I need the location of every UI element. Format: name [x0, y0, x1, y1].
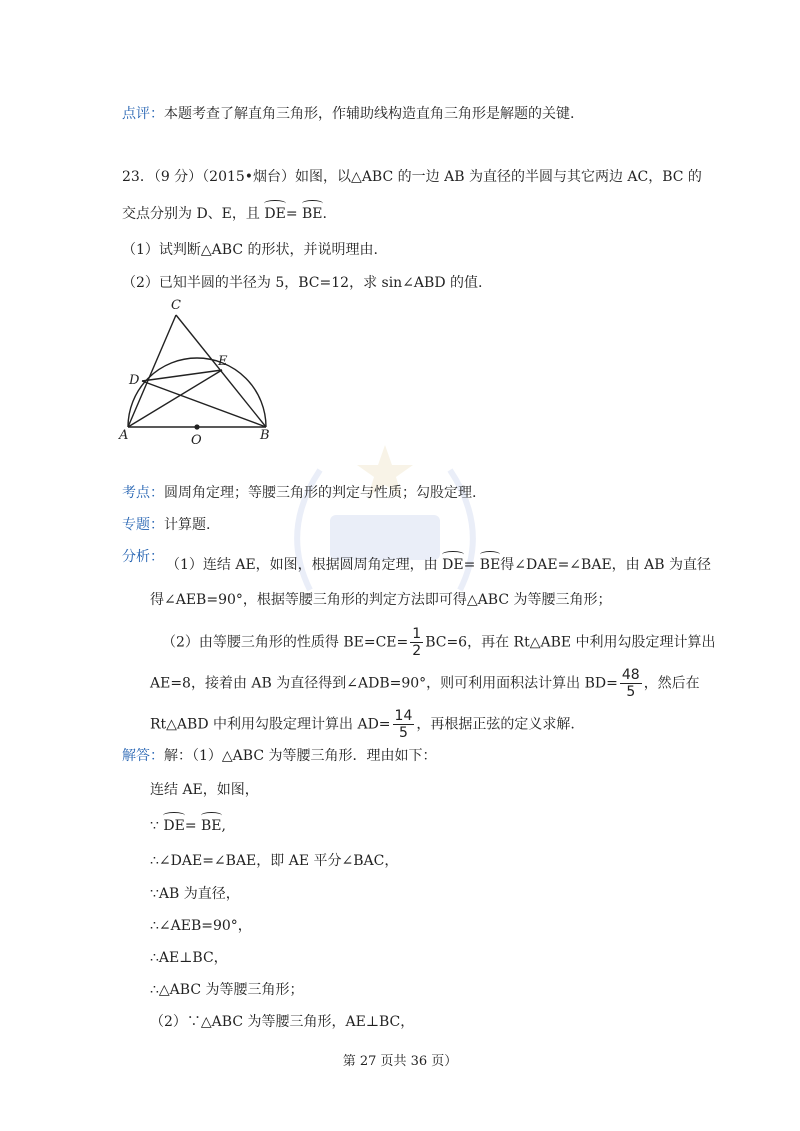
jieda-line-2: 连结 AE，如图， [150, 782, 259, 798]
zhuanti-text: 计算题. [164, 517, 211, 533]
jieda-line-8: ∴△ABC 为等腰三角形； [150, 982, 304, 998]
jieda-line-7: ∴AE⊥BC， [150, 950, 228, 966]
equals: = [184, 818, 201, 834]
fraction-48-5 [620, 667, 642, 700]
arc-be: BE [302, 206, 323, 222]
problem-line-2 [122, 204, 327, 224]
arc-be: BE [201, 818, 222, 834]
jieda-l1: 解：（1）△ABC 为等腰三角形．理由如下： [164, 748, 437, 764]
segment-de [142, 370, 222, 381]
center-point [194, 424, 199, 429]
review-line [122, 104, 574, 124]
kaodian-line [122, 483, 476, 503]
fenxi-l4a: AE=8，接着由 AB 为直径得到∠ADB=90°，则可利用面积法计算出 BD= [150, 675, 618, 692]
geometry-figure [118, 292, 278, 447]
fenxi-l5a: Rt△ABD 中利用勾股定理计算出 AD= [150, 716, 391, 733]
arc-de: DE [163, 818, 185, 834]
jieda-line-1 [122, 746, 437, 766]
arc-be: BE [479, 557, 501, 573]
label-d: D [129, 373, 140, 388]
fraction-numerator: 1 [412, 626, 422, 642]
jieda-l3-suffix: , [221, 818, 226, 834]
fraction-14-5 [393, 708, 415, 741]
review-label: 点评： [122, 106, 164, 122]
equals: = [285, 206, 302, 222]
fenxi-line-3 [162, 626, 716, 659]
fenxi-label-text: 分析： [122, 549, 164, 565]
jieda-line-4: ∴∠DAE=∠BAE，即 AE 平分∠BAC， [150, 853, 399, 869]
label-a: A [119, 428, 129, 443]
arc-de: DE [264, 206, 286, 222]
label-e: E [218, 354, 228, 369]
because-symbol: ∵ [150, 818, 164, 834]
fenxi-l1a: （1）连结 AE，如图，根据圆周角定理，由 [166, 557, 443, 573]
jieda-line-9: （2）∵△ABC 为等腰三角形，AE⊥BC， [150, 1014, 415, 1030]
jieda-line-3 [150, 816, 226, 836]
jieda-line-6: ∴∠AEB=90°， [150, 918, 252, 934]
zhuanti-label: 专题： [122, 517, 164, 533]
question-1: （1）试判断△ABC 的形状，并说明理由. [122, 242, 378, 258]
fenxi-l3a: （2）由等腰三角形的性质得 BE=CE= [162, 634, 409, 651]
fraction-denominator: 2 [412, 643, 422, 659]
segment-ae [128, 370, 222, 427]
zhuanti-line [122, 515, 210, 535]
label-o: O [191, 433, 202, 447]
semicircle [128, 358, 266, 427]
watermark-emblem [270, 440, 500, 610]
fenxi-l3b: BC=6，再在 Rt△ABE 中利用勾股定理计算出 [425, 634, 716, 651]
problem-line-2-suffix: . [322, 206, 327, 222]
page-footer: 第 27 页共 36 页） [342, 1054, 458, 1069]
fenxi-l5b: ，再根据正弦的定义求解. [416, 716, 575, 733]
fenxi-l1b: 得∠DAE=∠BAE，由 AB 为直径 [500, 557, 711, 573]
label-c: C [171, 298, 181, 313]
problem-line-1: 23．（9 分）（2015•烟台）如图，以△ABC 的一边 AB 为直径的半圆与其它两边 AC，BC 的 [122, 169, 702, 185]
fenxi-line-4 [150, 667, 700, 700]
question-2: （2）已知半圆的半径为 5，BC=12，求 sin∠ABD 的值. [122, 275, 483, 291]
fraction-denominator: 5 [398, 725, 408, 741]
fraction-numerator: 48 [621, 667, 640, 683]
jieda-line-5: ∵AB 为直径， [150, 886, 240, 902]
segment-ac [128, 315, 176, 427]
fenxi-line-5 [150, 708, 575, 741]
arc-de: DE [442, 557, 464, 573]
equals: = [463, 557, 480, 573]
fenxi-line-2: 得∠AEB=90°，根据等腰三角形的判定方法即可得△ABC 为等腰三角形； [150, 592, 612, 608]
fenxi-label [122, 547, 164, 567]
fraction-numerator: 14 [394, 708, 413, 724]
problem-line-2-prefix: 交点分别为 D、E，且 [122, 206, 265, 222]
label-b: B [260, 428, 270, 443]
fraction-1-2 [410, 626, 423, 659]
fraction-denominator: 5 [626, 684, 636, 700]
fenxi-l4b: ，然后在 [643, 675, 700, 692]
jieda-label: 解答： [122, 748, 164, 764]
kaodian-label: 考点： [122, 485, 164, 501]
kaodian-text: 圆周角定理；等腰三角形的判定与性质；勾股定理. [164, 485, 477, 501]
review-text: 本题考查了解直角三角形，作辅助线构造直角三角形是解题的关键. [164, 106, 575, 122]
fenxi-line-1 [166, 555, 711, 575]
